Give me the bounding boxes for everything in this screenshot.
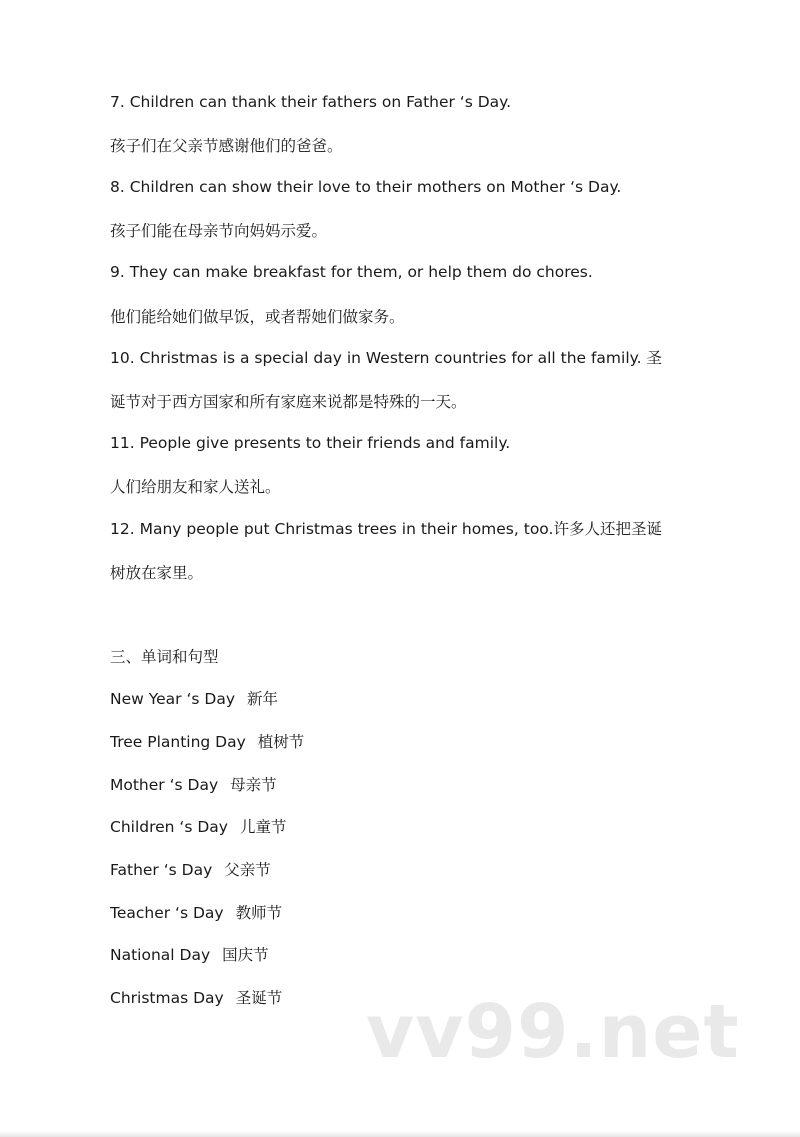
page-bottom-edge bbox=[0, 1131, 800, 1137]
vocab-item bbox=[110, 731, 700, 753]
vocab-item bbox=[110, 944, 700, 966]
sentence-7-en: 7. Children can thank their fathers on Father ‘s Day. bbox=[110, 93, 512, 111]
vocab-en: National Day bbox=[110, 946, 211, 964]
vocab-zh: 国庆节 bbox=[222, 946, 269, 964]
sentence-8-en: 8. Children can show their love to their mothers on Mother ‘s Day. bbox=[110, 178, 622, 196]
vocab-zh: 父亲节 bbox=[224, 861, 271, 879]
vocab-item bbox=[110, 816, 700, 838]
sentence-9-zh: 他们能给她们做早饭，或者帮她们做家务。 bbox=[110, 308, 405, 326]
sentence-9-en: 9. They can make breakfast for them, or help them do chores. bbox=[110, 263, 593, 281]
vocab-en: Tree Planting Day bbox=[110, 733, 246, 751]
sentence-11-zh: 人们给朋友和家人送礼。 bbox=[110, 478, 281, 496]
watermark: vv99.net bbox=[366, 989, 740, 1075]
vocab-zh: 儿童节 bbox=[239, 818, 287, 836]
sentence-8-zh: 孩子们能在母亲节向妈妈示爱。 bbox=[110, 222, 328, 240]
vocab-en: Father ‘s Day bbox=[110, 861, 213, 879]
sentence-7-zh: 孩子们在父亲节感谢他们的爸爸。 bbox=[110, 137, 343, 155]
sentence-10-en: 10. Christmas is a special day in Western countries for all the family. 圣 bbox=[110, 349, 662, 367]
section-heading: 三、单词和句型 bbox=[110, 648, 219, 666]
sentence-11-en: 11. People give presents to their friends and family. bbox=[110, 434, 511, 452]
vocab-zh: 植树节 bbox=[257, 733, 305, 751]
vocab-item bbox=[110, 902, 700, 924]
vocab-en: Children ‘s Day bbox=[110, 818, 228, 836]
vocab-item bbox=[110, 859, 700, 881]
vocab-en: Teacher ‘s Day bbox=[110, 904, 224, 922]
vocab-item bbox=[110, 688, 700, 710]
vocab-en: New Year ‘s Day bbox=[110, 690, 236, 708]
vocab-zh: 圣诞节 bbox=[235, 989, 283, 1007]
vocab-item bbox=[110, 774, 700, 796]
vocab-zh: 教师节 bbox=[235, 904, 283, 922]
sentence-10-zh: 诞节对于西方国家和所有家庭来说都是特殊的一天。 bbox=[110, 393, 467, 411]
vocab-zh: 母亲节 bbox=[230, 776, 277, 794]
vocab-zh: 新年 bbox=[247, 690, 279, 708]
vocab-en: Mother ‘s Day bbox=[110, 776, 219, 794]
sentence-12-zh: 树放在家里。 bbox=[110, 564, 204, 582]
sentence-12-en: 12. Many people put Christmas trees in their homes, too.许多人还把圣诞 bbox=[110, 520, 662, 538]
vocab-en: Christmas Day bbox=[110, 989, 224, 1007]
